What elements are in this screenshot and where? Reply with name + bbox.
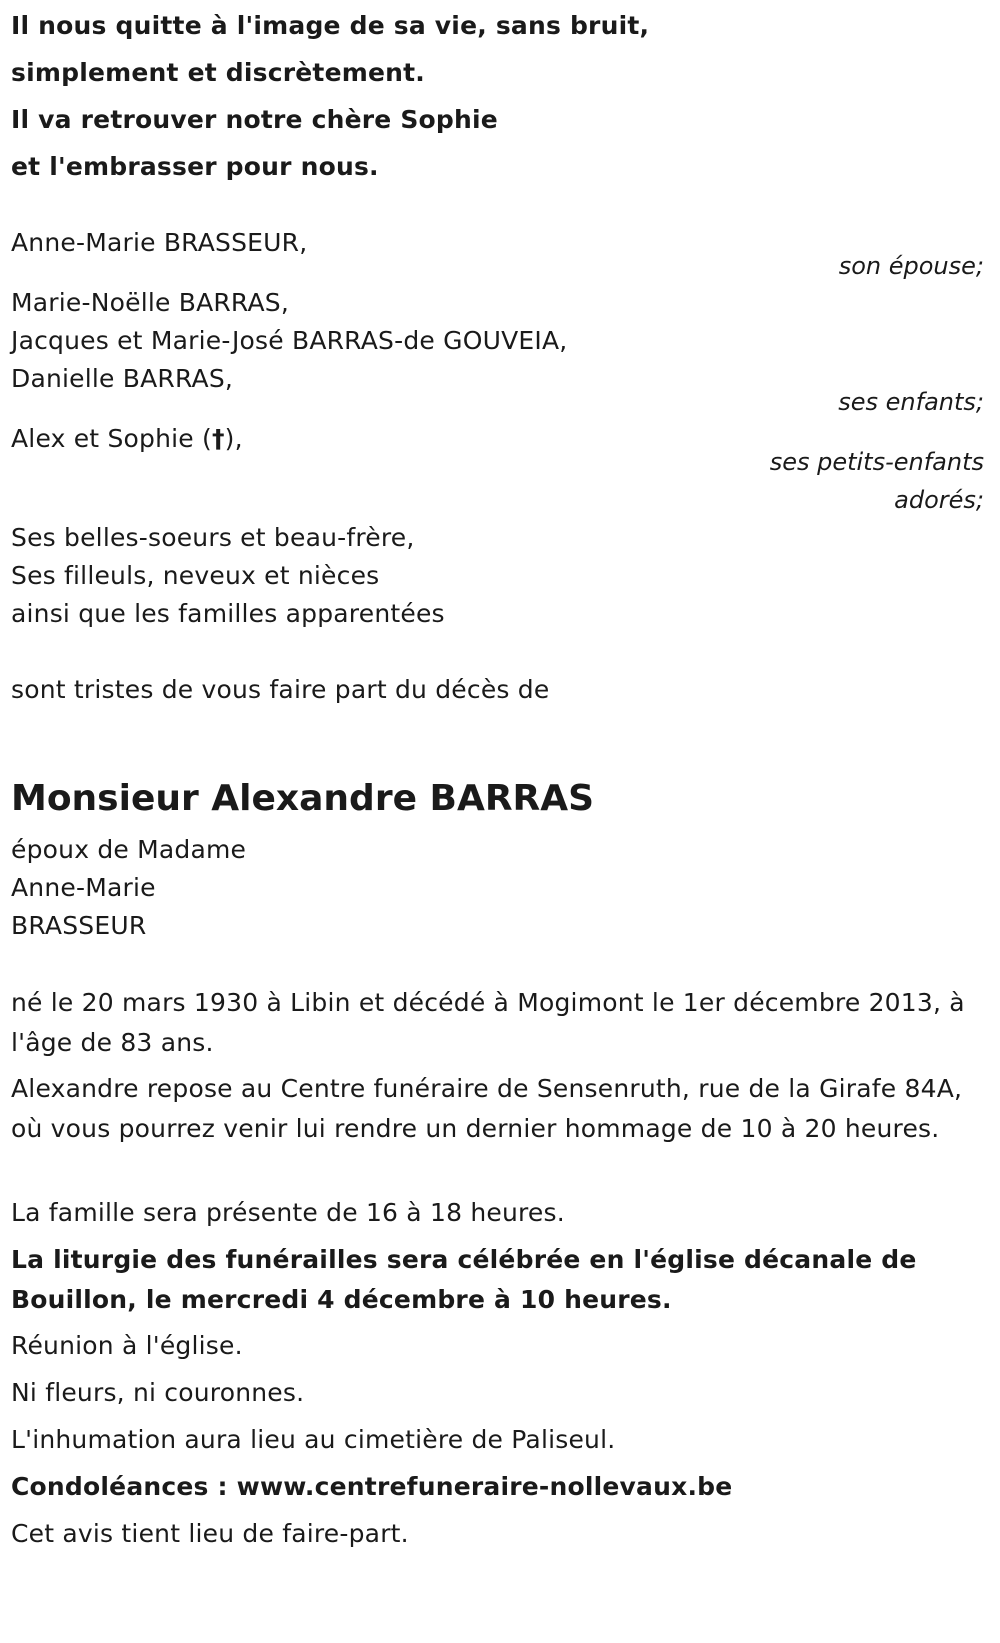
liturgy-info: La liturgie des funérailles sera célébrée en l'église décanale de Bouillon, le mercredi 4 décembre à 10 heures.	[11, 1245, 917, 1314]
intro-line-4: et l'embrasser pour nous.	[11, 152, 379, 181]
meeting-info: Réunion à l'église.	[11, 1331, 243, 1360]
grandchildren-suffix: ),	[224, 424, 243, 453]
spouse-name: Anne-Marie BRASSEUR,	[11, 228, 308, 257]
others-3: ainsi que les familles apparentées	[11, 599, 445, 628]
flowers-info: Ni fleurs, ni couronnes.	[11, 1378, 305, 1407]
child-1: Marie-Noëlle BARRAS,	[11, 288, 290, 317]
cross-icon: †	[211, 424, 225, 453]
grandchildren-role-2: adorés;	[894, 486, 984, 514]
spouse-role: son épouse;	[838, 252, 984, 280]
intro-line-1: Il nous quitte à l'image de sa vie, sans bruit,	[11, 11, 650, 40]
grandchildren-prefix: Alex et Sophie (	[11, 424, 212, 453]
intro-line-3: Il va retrouver notre chère Sophie	[11, 105, 498, 134]
child-3: Danielle BARRAS,	[11, 364, 234, 393]
deceased-spouse-3: BRASSEUR	[11, 911, 147, 940]
others-2: Ses filleuls, neveux et nièces	[11, 561, 380, 590]
repose-info: Alexandre repose au Centre funéraire de Sensenruth, rue de la Girafe 84A, où vous pourrez venir lui rendre un dernier hommage de 10 à 20 heures.	[11, 1074, 963, 1143]
deceased-spouse-1: époux de Madame	[11, 835, 247, 864]
burial-info: L'inhumation aura lieu au cimetière de Paliseul.	[11, 1425, 616, 1454]
deceased-spouse-2: Anne-Marie	[11, 873, 156, 902]
intro-line-2: simplement et discrètement.	[11, 58, 425, 87]
grandchildren-role-1: ses petits-enfants	[769, 448, 984, 476]
notice-text: Cet avis tient lieu de faire-part.	[11, 1519, 409, 1548]
family-presence: La famille sera présente de 16 à 18 heures.	[11, 1198, 565, 1227]
announcement: sont tristes de vous faire part du décès de	[11, 675, 550, 704]
child-2: Jacques et Marie-José BARRAS-de GOUVEIA,	[11, 326, 568, 355]
birth-death: né le 20 mars 1930 à Libin et décédé à Mogimont le 1er décembre 2013, à l'âge de 83 ans.	[11, 988, 965, 1057]
deceased-name: Monsieur Alexandre BARRAS	[11, 778, 595, 819]
condolences-link[interactable]: Condoléances : www.centrefuneraire-nollevaux.be	[11, 1472, 733, 1501]
others-1: Ses belles-soeurs et beau-frère,	[11, 523, 415, 552]
grandchildren	[11, 419, 243, 459]
children-role: ses enfants;	[838, 388, 984, 416]
